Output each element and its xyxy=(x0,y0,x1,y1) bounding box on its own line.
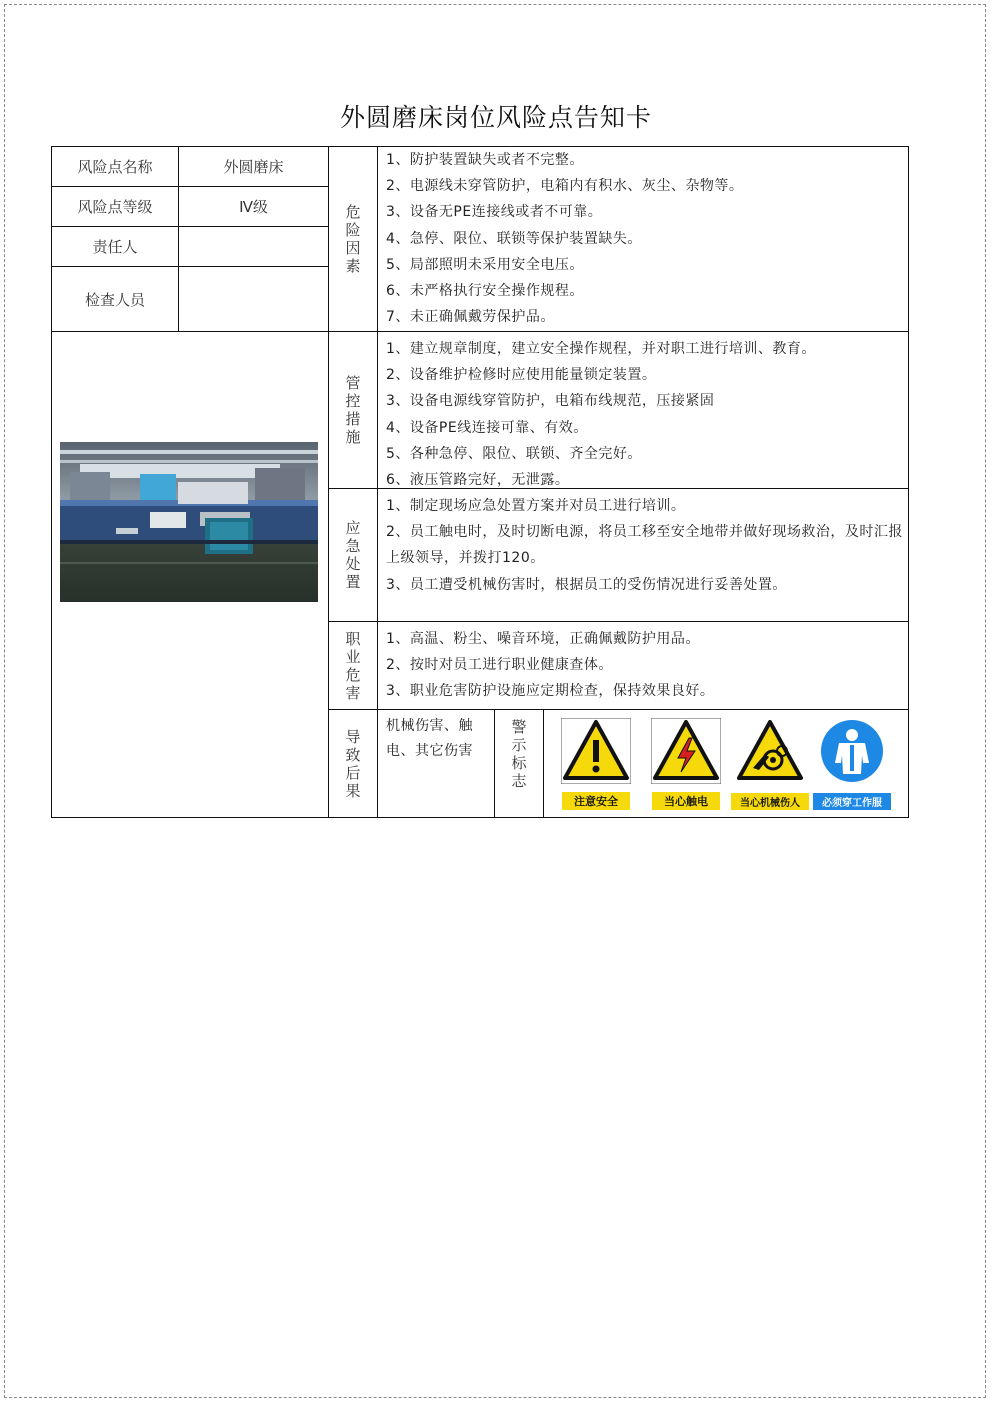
control-item: 3、设备电源线穿管防护，电箱布线规范，压接紧固 xyxy=(386,393,715,410)
sign-caption: 注意安全 xyxy=(562,792,630,810)
consequence-text: 机械伤害、触电、其它伤害 xyxy=(386,718,473,759)
electric-shock-icon xyxy=(651,718,721,784)
inspector-value xyxy=(178,266,328,331)
consequence-content xyxy=(377,709,494,817)
occupational-item: 2、按时对员工进行职业健康查体。 xyxy=(386,657,613,674)
emergency-content xyxy=(377,488,908,621)
hazard-item: 1、防护装置缺失或者不完整。 xyxy=(386,152,584,168)
page-title: 外圆磨床岗位风险点告知卡 xyxy=(339,103,652,132)
inspector-label: 检查人员 xyxy=(52,266,178,331)
controls-label: 管 控 措 施 xyxy=(328,331,377,488)
hazard-item: 6、未严格执行安全操作规程。 xyxy=(386,283,584,300)
sign-work-clothes xyxy=(812,718,892,810)
emergency-item: 2、员工触电时，及时切断电源，将员工移至安全地带并做好现场救治，及时汇报上级领导，并拨打120。 xyxy=(386,524,903,567)
occupational-label: 职 业 危 害 xyxy=(328,621,377,709)
risk-name-label: 风险点名称 xyxy=(77,158,153,176)
grinding-machine-photo xyxy=(60,442,318,602)
exclamation-warning-icon xyxy=(561,718,631,784)
control-item: 2、设备维护检修时应使用能量锁定装置。 xyxy=(386,367,657,384)
risk-name-value: 外圆磨床 xyxy=(178,147,328,186)
sign-caption: 当心机械伤人 xyxy=(731,793,809,810)
control-item: 1、建立规章制度，建立安全操作规程，并对职工进行培训、教育。 xyxy=(386,341,816,357)
consequence-label: 导 致 后 果 xyxy=(328,709,377,817)
risk-card xyxy=(51,146,909,818)
hazard-item: 4、急停、限位、联锁等保护装置缺失。 xyxy=(386,230,642,247)
work-clothes-icon xyxy=(817,718,887,784)
occupational-content xyxy=(377,621,908,709)
sign-caution xyxy=(560,718,632,810)
control-item: 5、各种急停、限位、联锁、齐全完好。 xyxy=(386,445,642,462)
occupational-item: 3、职业危害防护设施应定期检查，保持效果良好。 xyxy=(386,683,715,700)
emergency-item: 3、员工遭受机械伤害时，根据员工的受伤情况进行妥善处置。 xyxy=(386,576,787,593)
hazards-label: 危 险 因 素 xyxy=(328,147,377,331)
occupational-item: 1、高温、粉尘、噪音环境，正确佩戴防护用品。 xyxy=(386,631,700,647)
control-item: 4、设备PE线连接可靠、有效。 xyxy=(386,419,588,436)
machine-hazard-icon xyxy=(735,718,805,784)
risk-level-label: 风险点等级 xyxy=(52,186,178,226)
sign-electric xyxy=(650,718,722,810)
sign-caption: 必须穿工作服 xyxy=(813,793,891,810)
sign-caption: 当心触电 xyxy=(652,792,720,810)
control-item: 6、液压管路完好，无泄露。 xyxy=(386,472,570,488)
warning-label: 警 示 标 志 xyxy=(494,709,543,817)
controls-content xyxy=(377,331,908,488)
responsible-label: 责任人 xyxy=(52,226,178,266)
warning-signs xyxy=(543,709,908,817)
emergency-item: 1、制定现场应急处置方案并对员工进行培训。 xyxy=(386,498,686,514)
sign-machine xyxy=(730,718,810,810)
risk-level-value: Ⅳ级 xyxy=(178,186,328,226)
hazards-content xyxy=(377,147,908,331)
hazard-item: 3、设备无PE连接线或者不可靠。 xyxy=(386,204,603,221)
responsible-value xyxy=(178,226,328,266)
hazard-item: 2、电源线未穿管防护，电箱内有积水、灰尘、杂物等。 xyxy=(386,178,744,195)
emergency-label: 应 急 处 置 xyxy=(328,488,377,621)
hazard-item: 7、未正确佩戴劳保护品。 xyxy=(386,309,555,326)
hazard-item: 5、局部照明未采用安全电压。 xyxy=(386,256,584,273)
photo-cell xyxy=(52,331,328,817)
